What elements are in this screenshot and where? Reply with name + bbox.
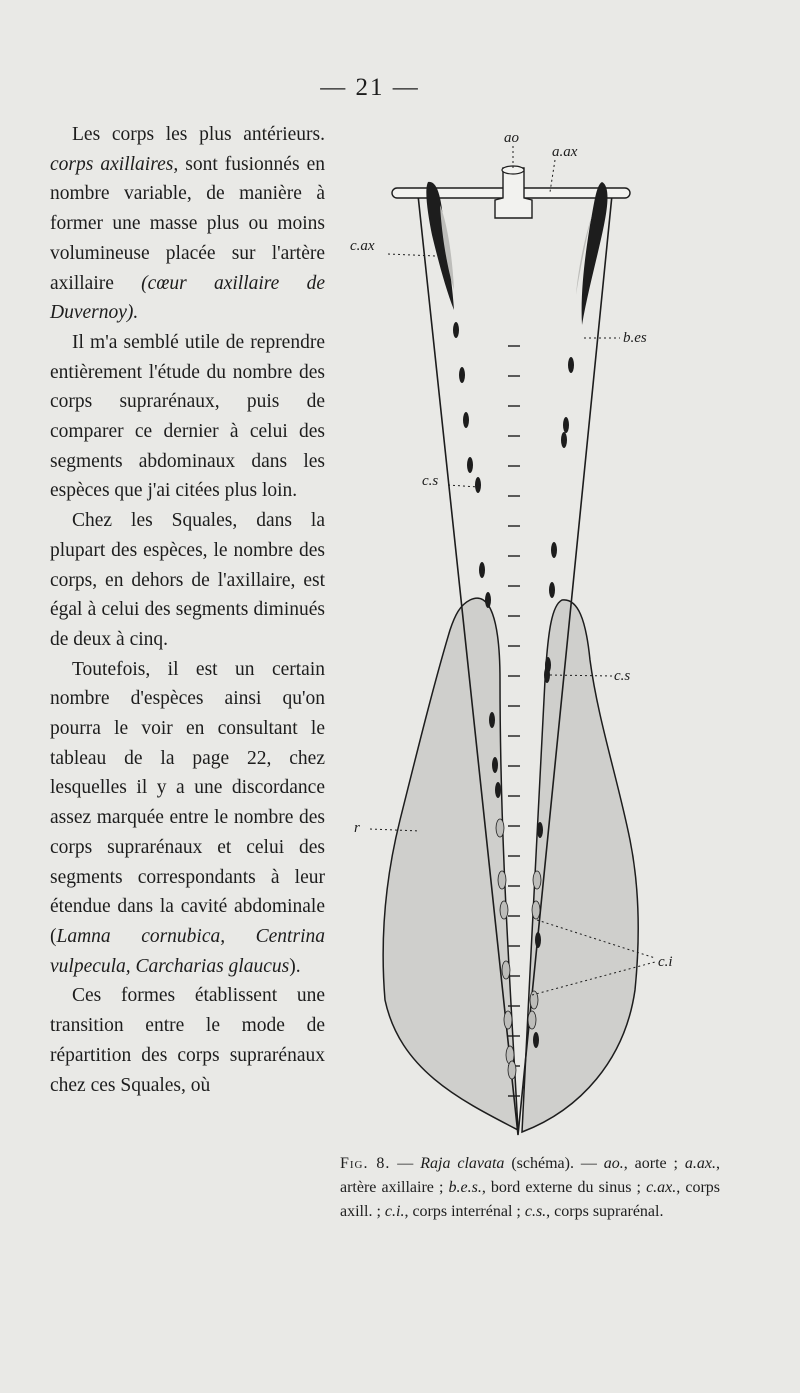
interrenal-body	[502, 961, 510, 979]
suprarenal-body	[549, 582, 555, 598]
suprarenal-body	[568, 357, 574, 373]
suprarenal-body	[563, 417, 569, 433]
text-run: Chez les Squales, dans la plupart des espèces, le nombre des corps, en dehors de l'axillaire, est égal à celui des segments diminués de deux à cinq.	[50, 510, 325, 650]
text-run: corps axillaires,	[50, 153, 179, 175]
caption-text-4: , bord externe du sinus ;	[481, 1179, 647, 1196]
caption-fig-number: Fig. 8.	[340, 1155, 391, 1172]
paragraph-5	[50, 981, 325, 1100]
text-run: Ces formes établissent une transition entre le mode de répartition des corps suprarénaux chez ces Squales, où	[50, 985, 325, 1096]
suprarenal-body	[453, 322, 459, 338]
body-text	[50, 120, 325, 1100]
interrenal-body	[498, 871, 506, 889]
interrenal-body	[500, 901, 508, 919]
caption-dash: —	[390, 1155, 421, 1172]
suprarenal-body	[533, 1032, 539, 1048]
interrenal-body	[496, 819, 504, 837]
label-ao: ao	[504, 130, 519, 146]
caption-abbr-c-i: c.i.	[384, 1203, 405, 1220]
caption-abbr-ao: ao.	[603, 1155, 624, 1172]
suprarenal-body	[485, 592, 491, 608]
label-c-ax: c.ax	[350, 238, 375, 254]
label-r: r	[354, 820, 360, 836]
caption-species: Raja clavata	[420, 1155, 505, 1172]
label-b-es: b.es	[623, 330, 647, 346]
interrenal-body	[528, 1011, 536, 1029]
suprarenal-body	[561, 432, 567, 448]
interrenal-body	[530, 991, 538, 1009]
text-run: (cœur axillaire de Duvernoy).	[50, 272, 325, 324]
suprarenal-body	[489, 712, 495, 728]
interrenal-body	[508, 1061, 516, 1079]
caption-abbr-c-ax: c.ax.	[646, 1179, 677, 1196]
figure-drawing	[340, 120, 770, 1150]
suprarenal-body	[535, 932, 541, 948]
interrenal-body	[532, 901, 540, 919]
caption-text-3: , artère axillaire ;	[340, 1155, 721, 1196]
label-c-s-left: c.s	[422, 473, 439, 489]
text-run: Toutefois, il est un certain nombre d'espèces ainsi qu'on pourra le voir en consultant le tableau de la page 22, chez lesquelles il y a une discordance assez marquée entre le nombre des corps suprarénaux et celui des segments correspondants à leur étendue dans la cavité abdominale (	[50, 658, 325, 947]
label-a-ax: a.ax	[552, 144, 578, 160]
caption-abbr-a-ax: a.ax.	[684, 1155, 717, 1172]
caption-text-1: (schéma). —	[504, 1155, 604, 1172]
caption-abbr-c-s: c.s.	[524, 1203, 547, 1220]
text-run: Il m'a semblé utile de reprendre entièrement l'étude du nombre des corps suprarénaux, puis de comparer ce dernier à celui des segments abdominaux dans les espèces que j'ai citées plus loin.	[50, 331, 325, 502]
interrenal-body	[504, 1011, 512, 1029]
label-c-i: c.i	[658, 954, 673, 970]
caption-abbr-b-e-s: b.e.s.	[448, 1179, 482, 1196]
suprarenal-body	[492, 757, 498, 773]
caption-text-2: , aorte ;	[623, 1155, 685, 1172]
caption-text-5: , corps axill. ;	[340, 1179, 721, 1220]
figure-caption	[340, 1152, 720, 1224]
text-run: Les corps les plus antérieurs.	[72, 124, 325, 145]
interrenal-body	[533, 871, 541, 889]
paragraph-4	[50, 655, 325, 982]
text-run: ).	[289, 955, 301, 977]
suprarenal-body	[544, 667, 550, 683]
suprarenal-body	[475, 477, 481, 493]
suprarenal-body	[551, 542, 557, 558]
label-c-s-right: c.s	[614, 668, 631, 684]
suprarenal-body	[463, 412, 469, 428]
page-number: — 21 —	[320, 74, 420, 101]
suprarenal-body	[459, 367, 465, 383]
kidney-left	[383, 598, 518, 1130]
paragraph-1	[50, 120, 325, 328]
figure-raja-clavata	[340, 120, 770, 1150]
caption-text-7: , corps suprarénal.	[546, 1203, 664, 1220]
axillary-body-right	[582, 182, 608, 325]
suprarenal-body	[537, 822, 543, 838]
text-run: sont fusionnés en nombre variable, de manière à former une masse plus ou moins volumineuse placée sur l'artère axillaire	[50, 153, 325, 294]
suprarenal-body	[479, 562, 485, 578]
suprarenal-body	[495, 782, 501, 798]
axillary-body-left	[426, 182, 454, 310]
paragraph-3	[50, 506, 325, 655]
suprarenal-body	[467, 457, 473, 473]
paragraph-2	[50, 328, 325, 506]
caption-text-6: , corps interrénal ;	[404, 1203, 525, 1220]
text-run: Lamna cornubica, Centrina vulpecula, Carcharias glaucus	[50, 925, 325, 977]
